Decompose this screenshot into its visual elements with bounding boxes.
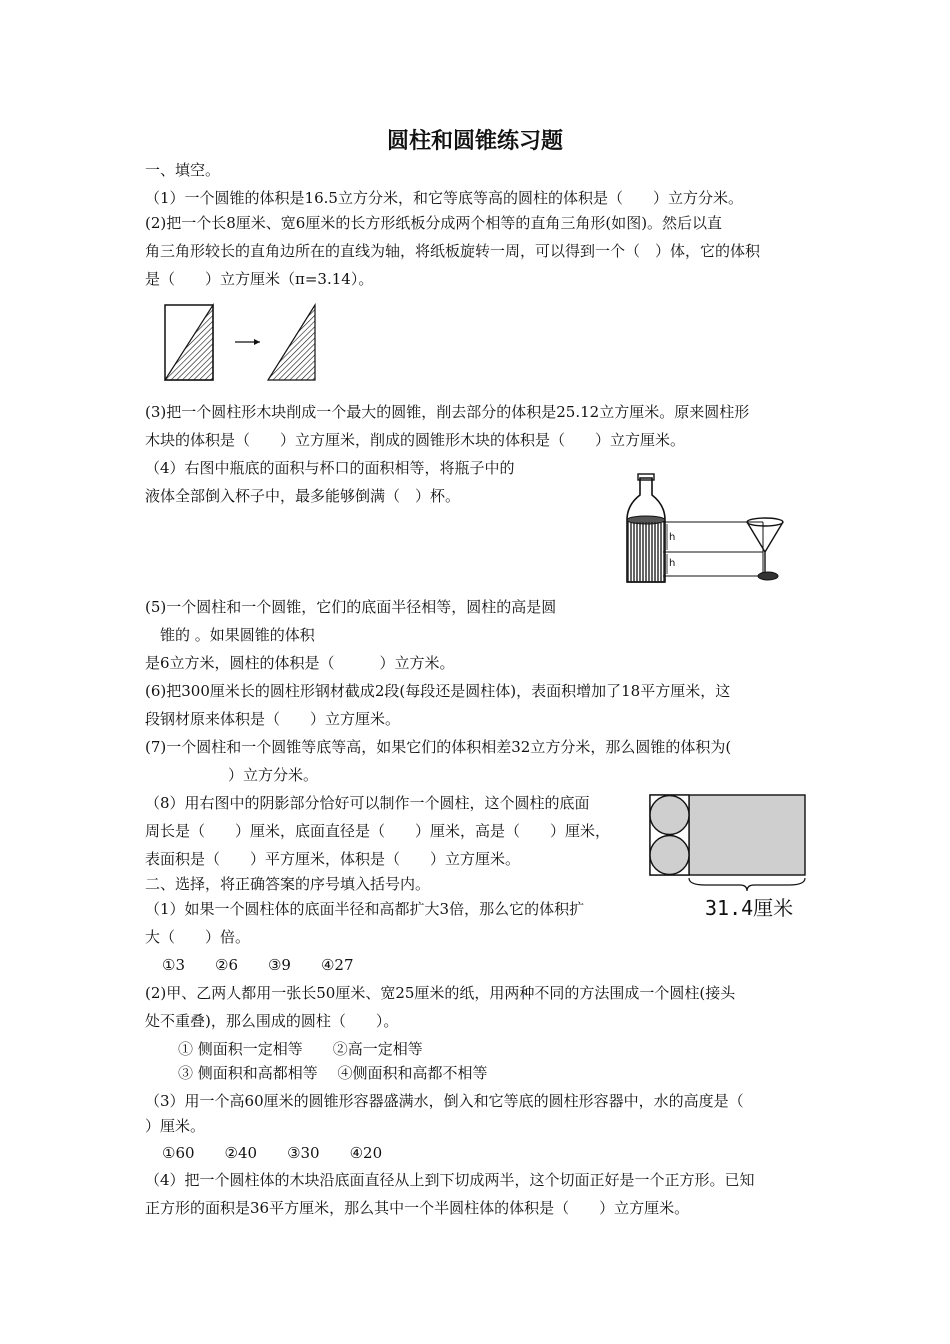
question-6-line-2: 段钢材原来体积是（ ）立方厘米。: [145, 710, 401, 728]
bottle-cup-figure: [615, 470, 790, 590]
choice-2-line-2: 处不重叠)，那么围成的圆柱（ ）。: [145, 1012, 399, 1030]
section-heading-choice: 二、选择，将正确答案的序号填入括号内。: [145, 875, 431, 893]
question-6-line-1: (6)把300厘米长的圆柱形钢材截成2段(每段还是圆柱体)，表面积增加了18平方厘米，这: [145, 682, 731, 700]
choice-2-options-2: ③ 侧面积和高都相等 ④侧面积和高都不相等: [178, 1064, 488, 1082]
question-5-line-1: (5)一个圆柱和一个圆锥，它们的底面半径相等，圆柱的高是圆: [145, 598, 557, 616]
question-2-line-1: (2)把一个长8厘米、宽6厘米的长方形纸板分成两个相等的直角三角形(如图)。然后以直: [145, 214, 723, 232]
rectangle-triangle-figure: [160, 300, 320, 385]
choice-3-options: ①60 ②40 ③30 ④20: [162, 1144, 383, 1162]
question-1: （1）一个圆锥的体积是16.5立方分米，和它等底等高的圆柱的体积是（ ）立方分米。: [145, 189, 743, 207]
height-label-1: h: [669, 532, 676, 543]
question-2-line-2: 角三角形较长的直角边所在的直线为轴，将纸板旋转一周，可以得到一个（ ）体，它的体积: [145, 242, 761, 260]
choice-4-line-1: （4）把一个圆柱体的木块沿底面直径从上到下切成两半，这个切面正好是一个正方形。已知: [145, 1171, 755, 1189]
question-7-line-2: ）立方分米。: [228, 766, 319, 784]
choice-3-line-1: （3）用一个高60厘米的圆锥形容器盛满水，倒入和它等底的圆柱形容器中，水的高度是（: [145, 1092, 744, 1110]
dimension-label: 31.4厘米: [705, 896, 794, 920]
question-8-line-2: 周长是（ ）厘米，底面直径是（ ）厘米，高是（ ）厘米，: [145, 822, 611, 840]
question-4-line-2: 液体全部倒入杯子中，最多能够倒满（ ）杯。: [145, 487, 461, 505]
question-5-line-2: 锥的 。如果圆锥的体积: [160, 626, 315, 644]
question-2-line-3: 是（ ）立方厘米（π=3.14）。: [145, 270, 374, 288]
section-heading-fill: 一、填空。: [145, 161, 221, 179]
choice-2-options-1: ① 侧面积一定相等 ②高一定相等: [178, 1040, 423, 1058]
height-label-2: h: [669, 558, 676, 569]
question-8-line-1: （8）用右图中的阴影部分恰好可以制作一个圆柱，这个圆柱的底面: [145, 794, 590, 812]
page-title: 圆柱和圆锥练习题: [386, 129, 563, 154]
question-8-line-3: 表面积是（ ）平方厘米，体积是（ ）立方厘米。: [145, 850, 521, 868]
question-5-line-3: 是6立方米，圆柱的体积是（ ）立方米。: [145, 654, 455, 672]
question-7-line-1: (7)一个圆柱和一个圆锥等底等高，如果它们的体积相差32立方分米，那么圆锥的体积为(: [145, 738, 732, 756]
question-3-line-2: 木块的体积是（ ）立方厘米，削成的圆锥形木块的体积是（ ）立方厘米。: [145, 431, 686, 449]
choice-1-line-2: 大（ ）倍。: [145, 928, 251, 946]
choice-1-line-1: （1）如果一个圆柱体的底面半径和高都扩大3倍，那么它的体积扩: [145, 900, 585, 918]
choice-1-options: ①3 ②6 ③9 ④27: [162, 956, 354, 974]
question-4-line-1: （4）右图中瓶底的面积与杯口的面积相等，将瓶子中的: [145, 459, 515, 477]
choice-3-line-2: ）厘米。: [145, 1117, 206, 1135]
choice-4-line-2: 正方形的面积是36平方厘米，那么其中一个半圆柱体的体积是（ ）立方厘米。: [145, 1199, 690, 1217]
cylinder-net-figure: [645, 790, 810, 895]
choice-2-line-1: (2)甲、乙两人都用一张长50厘米、宽25厘米的纸，用两种不同的方法围成一个圆柱(接头: [145, 984, 736, 1002]
question-3-line-1: (3)把一个圆柱形木块削成一个最大的圆锥，削去部分的体积是25.12立方厘米。原来圆柱形: [145, 403, 750, 421]
